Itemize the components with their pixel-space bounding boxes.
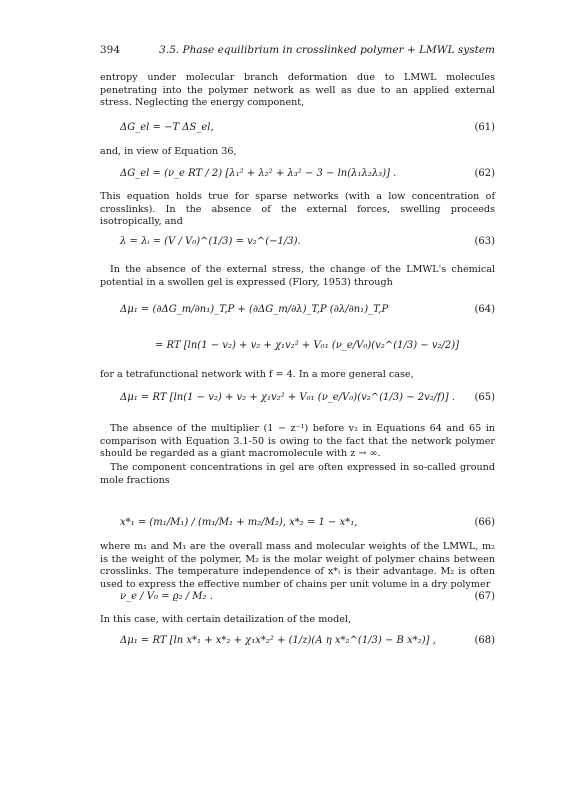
equation-64 [100,304,495,320]
equation-61 [100,122,495,138]
equation-number: (65) [474,392,495,403]
running-title: 3.5. Phase equilibrium in crosslinked polymer + LMWL system [159,44,495,56]
equation-63 [100,236,495,252]
equation-formula: λ = λᵢ = (V / V₀)^(1/3) = v₂^(−1/3). [120,236,301,247]
equation-formula: x*₁ = (m₁/M₁) / (m₁/M₁ + m₂/M₂), x*₂ = 1 − x*₁, [120,517,358,528]
paragraph: The component concentrations in gel are often expressed in so-called ground mole fractions [100,462,495,486]
equation-66 [100,517,495,533]
paragraph: entropy under molecular branch deformation due to LMWL molecules penetrating into the polymer network as well as due to an applied external stress. Neglecting the energy component, [100,72,495,108]
equation-number: (64) [474,304,495,315]
paragraph: This equation holds true for sparse networks (with a low concentration of crosslinks). In the absence of the external forces, swelling proceeds isotropically, and [100,191,495,227]
paragraph: The absence of the multiplier (1 − z⁻¹) before v₂ in Equations 64 and 65 in comparison with Equation 3.1-50 is owing to the fact that the network polymer should be regarded as a giant macromolecule with z → ∞. [100,423,495,459]
equation-number: (63) [474,236,495,247]
equation-62 [100,168,495,184]
paragraph: where m₁ and M₁ are the overall mass and molecular weights of the LMWL, m₂ is the weight of the polymer, M₂ is the molar weight of polymer chains between crosslinks. The temperature independence of x*ᵢ is their advantage. M₂ is often used to express the effective number of chains per unit volume in a dry polymer [100,541,495,590]
equation-formula: Δμ₁ = RT [ln x*₁ + x*₂ + χ₁x*₂² + (1/z)(A η x*₂^(1/3) − B x*₂)] , [120,635,436,646]
paragraph: and, in view of Equation 36, [100,146,237,157]
equation-formula: ΔG_el = (ν_e RT / 2) [λ₁² + λ₂² + λ₃² − 3 − ln(λ₁λ₂λ₃)] . [120,168,397,179]
equation-number: (61) [474,122,495,133]
equation-65 [100,392,495,408]
paragraph: In the absence of the external stress, the change of the LMWL's chemical potential in a swollen gel is expressed (Flory, 1953) through [100,264,495,288]
equation-formula: ν_e / V₀ = ϱ₂ / M₂ . [120,591,213,602]
equation-number: (66) [474,517,495,528]
paragraph: for a tetrafunctional network with f = 4. In a more general case, [100,369,414,380]
equation-67 [100,591,495,607]
page-number: 394 [100,44,121,56]
equation-64-continued [100,340,495,356]
equation-number: (62) [474,168,495,179]
paragraph: In this case, with certain detailization of the model, [100,614,352,625]
equation-formula: Δμ₁ = (∂ΔG_m/∂n₁)_T,P + (∂ΔG_m/∂λ)_T,P (∂λ/∂n₁)_T,P [120,304,389,315]
equation-number: (67) [474,591,495,602]
equation-number: (68) [474,635,495,646]
equation-68 [100,635,495,651]
equation-formula: ΔG_el = −T ΔS_el, [120,122,214,133]
equation-formula: = RT [ln(1 − v₂) + v₂ + χ₁v₂² + V₀₁ (ν_e/V₀)(v₂^(1/3) − v₂/2)] [155,340,460,351]
equation-formula: Δμ₁ = RT [ln(1 − v₂) + v₂ + χ₁v₂² + V₀₁ (ν_e/V₀)(v₂^(1/3) − 2v₂/f)] . [120,392,456,403]
